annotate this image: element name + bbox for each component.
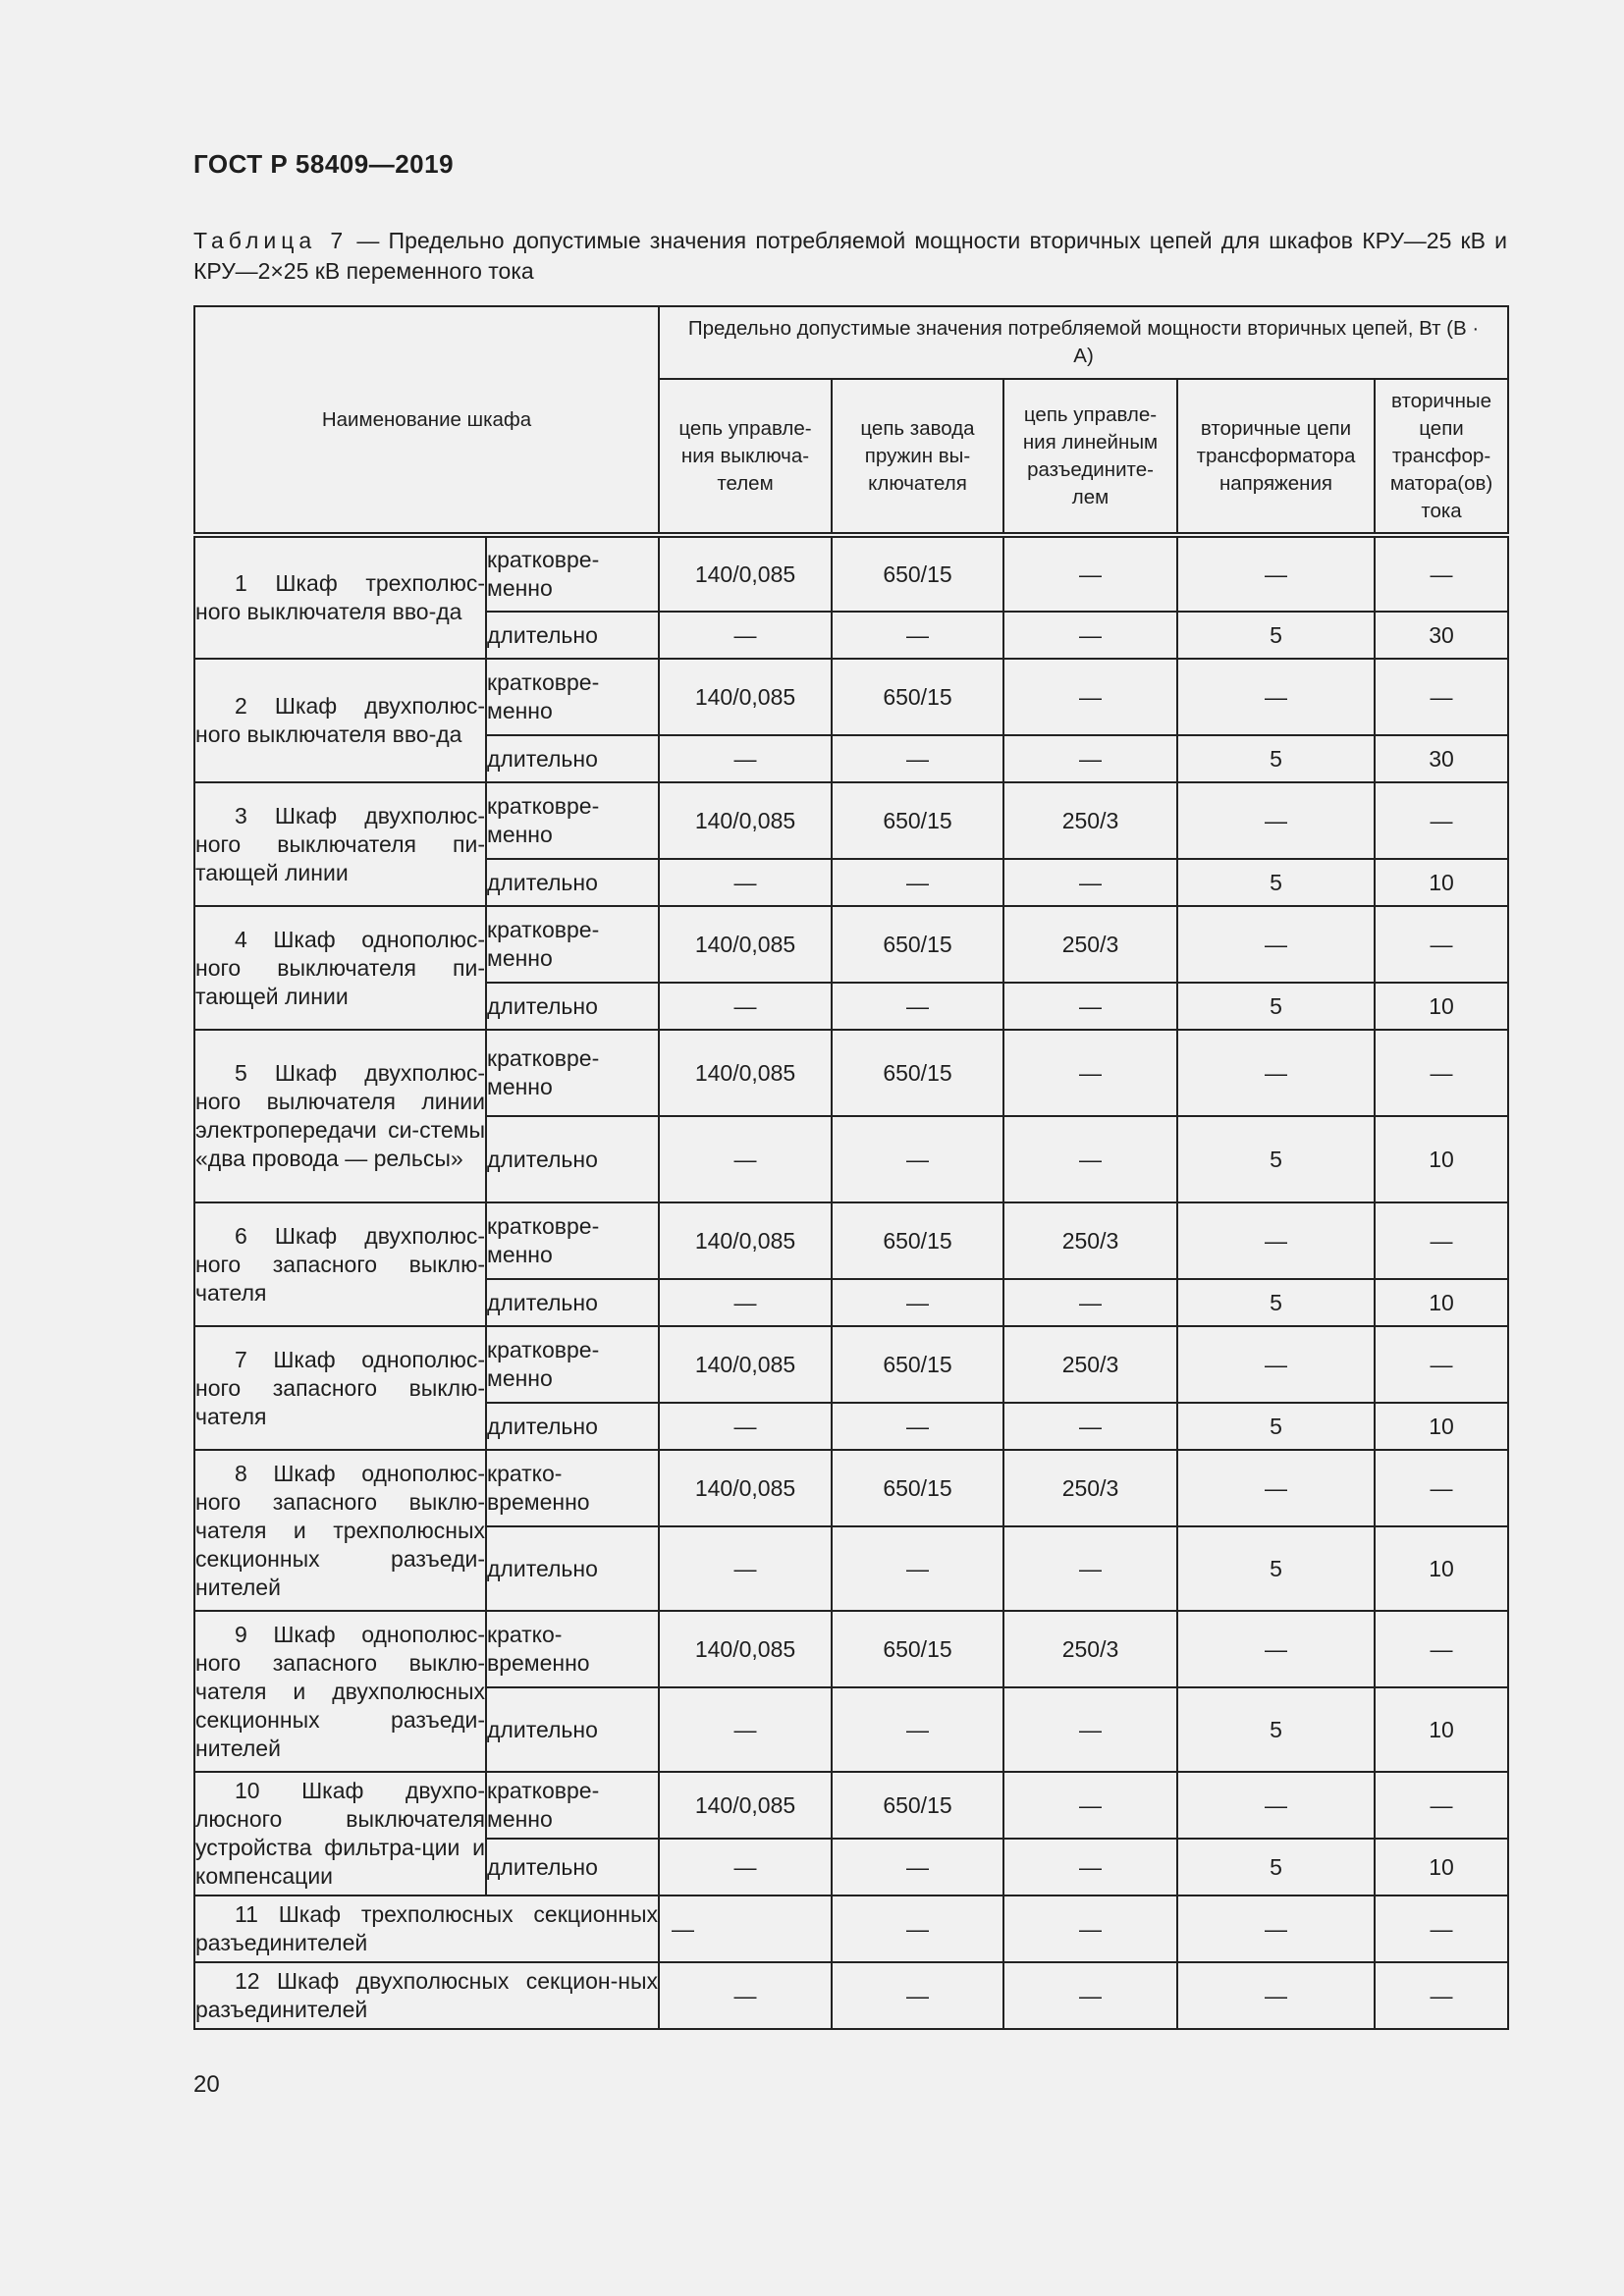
mode-long-term: длительно: [486, 1839, 659, 1896]
cabinet-name-cell: [194, 1962, 659, 2029]
header-cabinet-name: Наименование шкафа: [194, 306, 659, 535]
cabinet-name: Шкаф однополюс-ного запасного выклю-чателя и двухполюсных секционных разъеди-нителей: [195, 1621, 485, 1761]
value-cell: 10: [1375, 983, 1508, 1030]
value-cell: 650/15: [832, 1326, 1003, 1403]
value-cell: —: [832, 1403, 1003, 1450]
value-cell: 10: [1375, 1116, 1508, 1202]
value-cell: —: [659, 1279, 832, 1326]
value-cell: —: [1003, 1687, 1177, 1772]
mode-long-term: длительно: [486, 1279, 659, 1326]
cabinet-number: 9: [235, 1621, 247, 1647]
value-cell: —: [1003, 1279, 1177, 1326]
value-cell: 5: [1177, 612, 1375, 659]
mode-short-term: кратко-временно: [486, 1450, 659, 1526]
value-cell: —: [659, 1962, 832, 2029]
table-row: [194, 1611, 1508, 1687]
value-cell: —: [659, 1687, 832, 1772]
value-cell: —: [1375, 1450, 1508, 1526]
value-cell: 140/0,085: [659, 1030, 832, 1116]
value-cell: 5: [1177, 1116, 1375, 1202]
cabinet-number: 5: [235, 1060, 247, 1086]
value-cell: 10: [1375, 1403, 1508, 1450]
header-col-spring-charge: цепь завода пружин вы-ключателя: [832, 379, 1003, 535]
value-cell: —: [1375, 1326, 1508, 1403]
cabinet-name: Шкаф однополюс-ного запасного выклю-чателя: [195, 1346, 485, 1429]
value-cell: 650/15: [832, 659, 1003, 735]
value-cell: —: [1003, 659, 1177, 735]
cabinet-name: Шкаф двухполюс-ного вылючателя линии электропередачи си-стемы «два провода — рельсы»: [195, 1060, 485, 1171]
value-cell: —: [1375, 1611, 1508, 1687]
table-row: [194, 782, 1508, 859]
value-cell: —: [832, 735, 1003, 782]
value-cell: —: [832, 612, 1003, 659]
value-cell: 30: [1375, 735, 1508, 782]
value-cell: —: [1375, 535, 1508, 612]
value-cell: 140/0,085: [659, 659, 832, 735]
value-cell: 650/15: [832, 1450, 1003, 1526]
mode-short-term: кратковре-менно: [486, 659, 659, 735]
cabinet-number: 10: [235, 1778, 260, 1803]
value-cell: 650/15: [832, 1030, 1003, 1116]
header-col-disconnector-control: цепь управле-ния линейным разъедините-лем: [1003, 379, 1177, 535]
table-row: [194, 1772, 1508, 1839]
cabinet-number: 4: [235, 926, 247, 952]
value-cell: —: [1177, 782, 1375, 859]
cabinet-name: Шкаф двухполюс-ного выключателя вво-да: [195, 693, 485, 747]
value-cell: —: [1375, 906, 1508, 983]
mode-short-term: кратковре-менно: [486, 535, 659, 612]
value-cell: —: [832, 1896, 1003, 1962]
value-cell: 140/0,085: [659, 906, 832, 983]
value-cell: 10: [1375, 1687, 1508, 1772]
value-cell: —: [659, 1839, 832, 1896]
value-cell: 650/15: [832, 782, 1003, 859]
mode-short-term: кратковре-менно: [486, 1030, 659, 1116]
table-row: [194, 535, 1508, 612]
value-cell: —: [659, 859, 832, 906]
value-cell: 140/0,085: [659, 1772, 832, 1839]
page-number: 20: [193, 2071, 220, 2098]
value-cell: —: [659, 1116, 832, 1202]
value-cell: —: [1003, 983, 1177, 1030]
value-cell: —: [832, 1279, 1003, 1326]
value-cell: 650/15: [832, 1772, 1003, 1839]
cabinet-number: 11: [235, 1901, 258, 1927]
table-row: [194, 906, 1508, 983]
value-cell: 140/0,085: [659, 1326, 832, 1403]
value-cell: —: [1375, 1030, 1508, 1116]
value-cell: 250/3: [1003, 1326, 1177, 1403]
cabinet-name-cell: [194, 535, 486, 659]
cabinet-name: Шкаф двухполюс-ного запасного выклю-чателя: [195, 1222, 485, 1306]
value-cell: —: [1003, 612, 1177, 659]
value-cell: —: [832, 1116, 1003, 1202]
value-cell: —: [1177, 1030, 1375, 1116]
value-cell: —: [1177, 1202, 1375, 1279]
cabinet-number: 3: [235, 802, 247, 828]
cabinet-name: Шкаф однополюс-ного запасного выклю-чателя и трехполюсных секционных разъеди-нителей: [195, 1460, 485, 1600]
value-cell: —: [1003, 535, 1177, 612]
value-cell: —: [1003, 1526, 1177, 1611]
mode-short-term: кратковре-менно: [486, 1772, 659, 1839]
value-cell: 250/3: [1003, 1202, 1177, 1279]
value-cell: —: [1177, 1450, 1375, 1526]
mode-long-term: длительно: [486, 983, 659, 1030]
value-cell: —: [832, 1839, 1003, 1896]
caption-label: Таблица 7: [193, 228, 349, 253]
value-cell: 250/3: [1003, 782, 1177, 859]
value-cell: —: [1177, 906, 1375, 983]
cabinet-name-cell: [194, 782, 486, 906]
value-cell: —: [1375, 1772, 1508, 1839]
value-cell: —: [1177, 1772, 1375, 1839]
value-cell: 10: [1375, 859, 1508, 906]
cabinet-number: 2: [235, 693, 247, 719]
cabinet-name: Шкаф трехполюс-ного выключателя вво-да: [195, 570, 485, 624]
cabinet-name: Шкаф однополюс-ного выключателя пи-тающей линии: [195, 926, 485, 1009]
value-cell: 250/3: [1003, 906, 1177, 983]
value-cell: —: [832, 1687, 1003, 1772]
cabinet-number: 12: [235, 1968, 260, 1994]
value-cell: —: [1375, 1896, 1508, 1962]
cabinet-number: 7: [235, 1346, 247, 1372]
value-cell: —: [1177, 1896, 1375, 1962]
value-cell: —: [1003, 1116, 1177, 1202]
table-caption: [193, 226, 1507, 287]
table-row: [194, 1450, 1508, 1526]
value-cell: 650/15: [832, 1202, 1003, 1279]
mode-long-term: длительно: [486, 859, 659, 906]
value-cell: 5: [1177, 1403, 1375, 1450]
value-cell: 650/15: [832, 1611, 1003, 1687]
cabinet-name-cell: [194, 1772, 486, 1896]
cabinet-name-cell: [194, 1611, 486, 1772]
cabinet-name: Шкаф двухполюсных секцион-ных разъединителей: [195, 1968, 659, 2022]
value-cell: —: [1003, 1772, 1177, 1839]
value-cell: —: [1375, 1962, 1508, 2029]
mode-short-term: кратковре-менно: [486, 1202, 659, 1279]
value-cell: —: [1003, 1403, 1177, 1450]
power-limits-table: [193, 305, 1509, 2030]
value-cell: 5: [1177, 1839, 1375, 1896]
mode-long-term: длительно: [486, 1116, 659, 1202]
value-cell: —: [1177, 535, 1375, 612]
value-cell: 140/0,085: [659, 1611, 832, 1687]
header-col-breaker-control: цепь управле-ния выключа-телем: [659, 379, 832, 535]
value-cell: —: [832, 1962, 1003, 2029]
value-cell: 250/3: [1003, 1450, 1177, 1526]
value-cell: —: [832, 1526, 1003, 1611]
mode-short-term: кратковре-менно: [486, 906, 659, 983]
cabinet-name: Шкаф трехполюсных секционных разъединителей: [195, 1901, 658, 1955]
value-cell: —: [1177, 1611, 1375, 1687]
value-cell: —: [1375, 659, 1508, 735]
value-cell: —: [1003, 1030, 1177, 1116]
value-cell: —: [1003, 1896, 1177, 1962]
table-row: [194, 1962, 1508, 2029]
value-cell: —: [659, 983, 832, 1030]
cabinet-name-cell: [194, 1896, 659, 1962]
value-cell: —: [659, 1403, 832, 1450]
header-power-group: Предельно допустимые значения потребляемой мощности вторичных цепей, Вт (В · А): [659, 306, 1508, 379]
value-cell: —: [1003, 735, 1177, 782]
value-cell: —: [1177, 1326, 1375, 1403]
caption-text: — Предельно допустимые значения потребляемой мощности вторичных цепей для шкафов КРУ—25 кВ и КРУ—2×25 кВ переменного тока: [193, 228, 1507, 284]
value-cell: 5: [1177, 1279, 1375, 1326]
value-cell: 5: [1177, 983, 1375, 1030]
value-cell: 650/15: [832, 535, 1003, 612]
cabinet-name-cell: [194, 1450, 486, 1611]
value-cell: —: [1177, 659, 1375, 735]
value-cell: —: [1003, 859, 1177, 906]
value-cell: —: [832, 983, 1003, 1030]
value-cell: 10: [1375, 1526, 1508, 1611]
cabinet-name-cell: [194, 1030, 486, 1202]
cabinet-number: 1: [235, 570, 247, 596]
value-cell: —: [1003, 1839, 1177, 1896]
mode-short-term: кратковре-менно: [486, 782, 659, 859]
cabinet-name-cell: [194, 1202, 486, 1326]
mode-long-term: длительно: [486, 1526, 659, 1611]
cabinet-name-cell: [194, 906, 486, 1030]
value-cell: —: [659, 1896, 832, 1962]
value-cell: —: [659, 735, 832, 782]
cabinet-name-cell: [194, 659, 486, 782]
value-cell: —: [1375, 1202, 1508, 1279]
mode-long-term: длительно: [486, 612, 659, 659]
value-cell: 5: [1177, 859, 1375, 906]
value-cell: 10: [1375, 1279, 1508, 1326]
mode-long-term: длительно: [486, 1687, 659, 1772]
header-col-voltage-transformer: вторичные цепи трансформатора напряжения: [1177, 379, 1375, 535]
mode-short-term: кратковре-менно: [486, 1326, 659, 1403]
table-row: [194, 1030, 1508, 1116]
value-cell: 30: [1375, 612, 1508, 659]
cabinet-name: Шкаф двухполюс-ного выключателя пи-тающей линии: [195, 802, 485, 885]
value-cell: 250/3: [1003, 1611, 1177, 1687]
value-cell: —: [832, 859, 1003, 906]
value-cell: 10: [1375, 1839, 1508, 1896]
cabinet-number: 6: [235, 1222, 247, 1249]
value-cell: 5: [1177, 1526, 1375, 1611]
value-cell: —: [1003, 1962, 1177, 2029]
value-cell: 140/0,085: [659, 782, 832, 859]
mode-long-term: длительно: [486, 1403, 659, 1450]
value-cell: —: [659, 1526, 832, 1611]
value-cell: 140/0,085: [659, 1450, 832, 1526]
value-cell: 5: [1177, 735, 1375, 782]
value-cell: —: [659, 612, 832, 659]
table-row: [194, 659, 1508, 735]
cabinet-name: Шкаф двухпо-люсного выключателя устройства фильтра-ции и компенсации: [195, 1778, 485, 1889]
value-cell: 650/15: [832, 906, 1003, 983]
header-col-current-transformer: вторичные цепи трансфор-матора(ов) тока: [1375, 379, 1508, 535]
cabinet-name-cell: [194, 1326, 486, 1450]
value-cell: —: [1375, 782, 1508, 859]
value-cell: —: [1177, 1962, 1375, 2029]
mode-long-term: длительно: [486, 735, 659, 782]
value-cell: 5: [1177, 1687, 1375, 1772]
value-cell: 140/0,085: [659, 535, 832, 612]
document-code: ГОСТ Р 58409—2019: [193, 149, 455, 179]
cabinet-number: 8: [235, 1460, 247, 1486]
table-row: [194, 1896, 1508, 1962]
table-row: [194, 1326, 1508, 1403]
mode-short-term: кратко-временно: [486, 1611, 659, 1687]
value-cell: 140/0,085: [659, 1202, 832, 1279]
table-row: [194, 1202, 1508, 1279]
